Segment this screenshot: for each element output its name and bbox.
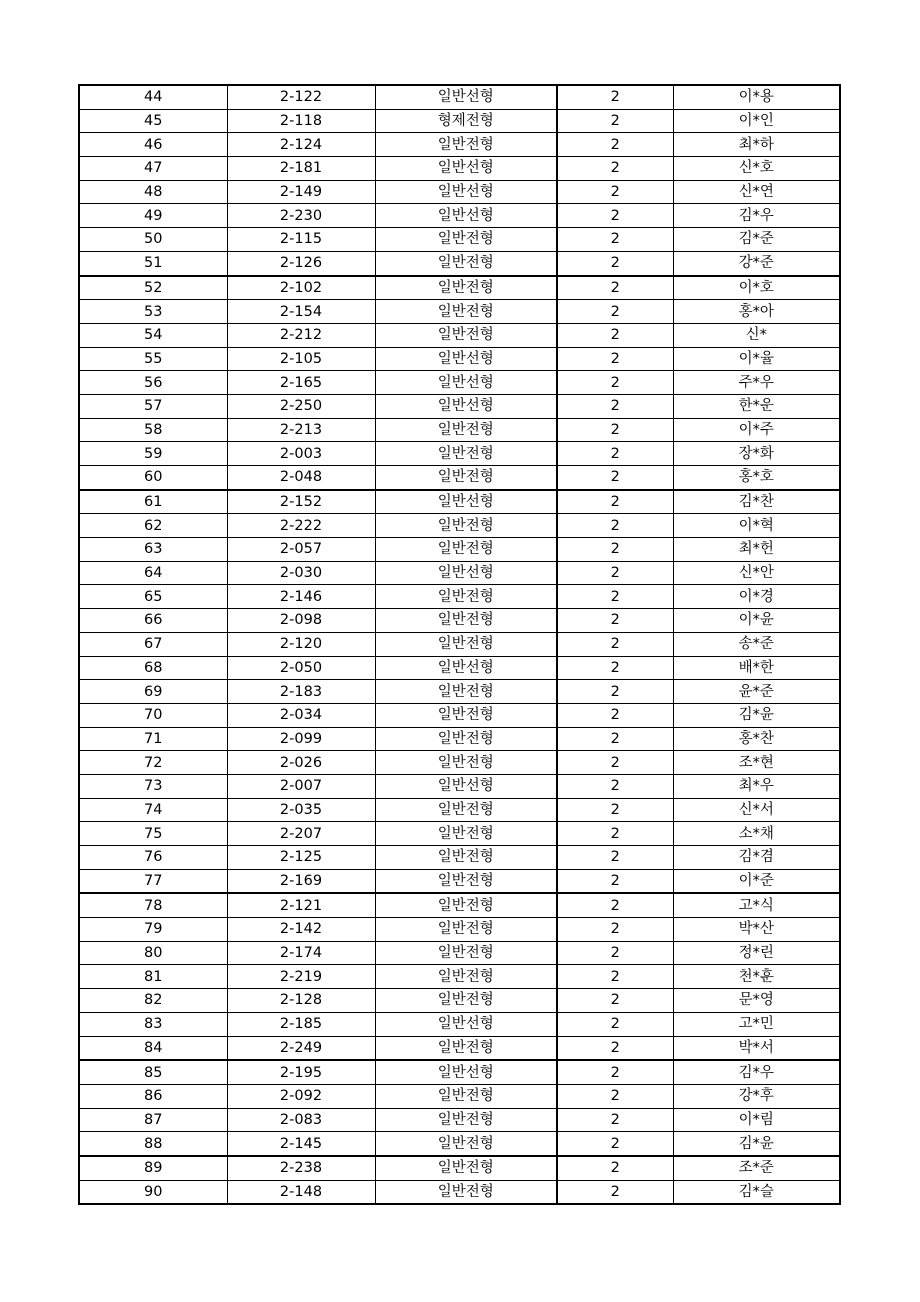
student-name-cell: 송*준 [673, 632, 840, 656]
admission-type-cell: 일반전형 [375, 822, 557, 846]
grade-cell: 2 [557, 893, 673, 917]
grade-cell: 2 [557, 109, 673, 133]
table-row [79, 204, 840, 228]
student-name-cell: 이*주 [673, 418, 840, 442]
admission-type-cell: 일반전형 [375, 514, 557, 538]
student-name-cell: 고*민 [673, 1012, 840, 1036]
table-row [79, 989, 840, 1013]
student-name-cell: 천*훈 [673, 965, 840, 989]
admission-type-cell: 일반선형 [375, 656, 557, 680]
table-row [79, 869, 840, 893]
student-name-cell: 강*후 [673, 1084, 840, 1108]
table-row [79, 1012, 840, 1036]
exam-number-cell: 2-099 [227, 727, 375, 751]
row-number-cell: 51 [79, 251, 227, 275]
row-number-cell: 73 [79, 774, 227, 798]
grade-cell: 2 [557, 918, 673, 942]
row-number-cell: 50 [79, 228, 227, 252]
row-number-cell: 55 [79, 347, 227, 371]
table-row [79, 300, 840, 324]
table-row [79, 85, 840, 109]
student-name-cell: 이*경 [673, 585, 840, 609]
admission-type-cell: 일반선형 [375, 204, 557, 228]
grade-cell: 2 [557, 394, 673, 418]
exam-number-cell: 2-169 [227, 869, 375, 893]
admission-type-cell: 일반선형 [375, 561, 557, 585]
table-row [79, 561, 840, 585]
grade-cell: 2 [557, 276, 673, 300]
grade-cell: 2 [557, 727, 673, 751]
row-number-cell: 44 [79, 85, 227, 109]
table-row [79, 846, 840, 870]
exam-number-cell: 2-183 [227, 680, 375, 704]
table-row [79, 774, 840, 798]
exam-number-cell: 2-212 [227, 323, 375, 347]
table-row [79, 822, 840, 846]
admission-type-cell: 일반전형 [375, 632, 557, 656]
grade-cell: 2 [557, 1108, 673, 1132]
table-row [79, 656, 840, 680]
admission-type-cell: 일반전형 [375, 918, 557, 942]
row-number-cell: 70 [79, 703, 227, 727]
row-number-cell: 56 [79, 371, 227, 395]
admission-type-cell: 일반전형 [375, 703, 557, 727]
admission-type-cell: 일반전형 [375, 965, 557, 989]
grade-cell: 2 [557, 1084, 673, 1108]
exam-number-cell: 2-098 [227, 609, 375, 633]
admission-type-cell: 일반전형 [375, 1036, 557, 1060]
admission-type-cell: 일반전형 [375, 1180, 557, 1204]
table-row [79, 157, 840, 181]
grade-cell: 2 [557, 1036, 673, 1060]
exam-number-cell: 2-122 [227, 85, 375, 109]
row-number-cell: 77 [79, 869, 227, 893]
grade-cell: 2 [557, 133, 673, 157]
student-name-cell: 강*준 [673, 251, 840, 275]
exam-number-cell: 2-007 [227, 774, 375, 798]
table-row [79, 1084, 840, 1108]
table-row [79, 1108, 840, 1132]
roster-page [78, 84, 839, 1205]
admission-type-cell: 일반전형 [375, 418, 557, 442]
exam-number-cell: 2-026 [227, 751, 375, 775]
row-number-cell: 64 [79, 561, 227, 585]
grade-cell: 2 [557, 941, 673, 965]
student-name-cell: 신*연 [673, 180, 840, 204]
row-number-cell: 63 [79, 538, 227, 562]
admission-type-cell: 일반전형 [375, 585, 557, 609]
grade-cell: 2 [557, 1132, 673, 1156]
exam-number-cell: 2-057 [227, 538, 375, 562]
table-row [79, 442, 840, 466]
exam-number-cell: 2-238 [227, 1156, 375, 1180]
admission-type-cell: 일반전형 [375, 798, 557, 822]
student-name-cell: 김*준 [673, 228, 840, 252]
admission-type-cell: 일반선형 [375, 347, 557, 371]
student-name-cell: 이*용 [673, 85, 840, 109]
grade-cell: 2 [557, 751, 673, 775]
row-number-cell: 80 [79, 941, 227, 965]
row-number-cell: 72 [79, 751, 227, 775]
grade-cell: 2 [557, 1012, 673, 1036]
grade-cell: 2 [557, 204, 673, 228]
row-number-cell: 67 [79, 632, 227, 656]
roster-table-body [79, 85, 840, 1204]
student-name-cell: 김*우 [673, 1060, 840, 1084]
table-row [79, 965, 840, 989]
admission-type-cell: 일반전형 [375, 989, 557, 1013]
student-name-cell: 김*겸 [673, 846, 840, 870]
student-name-cell: 주*우 [673, 371, 840, 395]
grade-cell: 2 [557, 798, 673, 822]
exam-number-cell: 2-083 [227, 1108, 375, 1132]
student-name-cell: 장*화 [673, 442, 840, 466]
row-number-cell: 83 [79, 1012, 227, 1036]
row-number-cell: 58 [79, 418, 227, 442]
admission-type-cell: 일반전형 [375, 941, 557, 965]
student-name-cell: 고*식 [673, 893, 840, 917]
row-number-cell: 45 [79, 109, 227, 133]
exam-number-cell: 2-105 [227, 347, 375, 371]
row-number-cell: 79 [79, 918, 227, 942]
student-name-cell: 조*현 [673, 751, 840, 775]
table-row [79, 109, 840, 133]
exam-number-cell: 2-118 [227, 109, 375, 133]
table-row [79, 490, 840, 514]
grade-cell: 2 [557, 85, 673, 109]
student-name-cell: 최*하 [673, 133, 840, 157]
student-name-cell: 이*혁 [673, 514, 840, 538]
grade-cell: 2 [557, 1060, 673, 1084]
roster-table [78, 84, 841, 1205]
grade-cell: 2 [557, 180, 673, 204]
row-number-cell: 46 [79, 133, 227, 157]
row-number-cell: 66 [79, 609, 227, 633]
student-name-cell: 신*안 [673, 561, 840, 585]
grade-cell: 2 [557, 680, 673, 704]
student-name-cell: 윤*준 [673, 680, 840, 704]
table-row [79, 1036, 840, 1060]
exam-number-cell: 2-030 [227, 561, 375, 585]
exam-number-cell: 2-149 [227, 180, 375, 204]
admission-type-cell: 일반전형 [375, 680, 557, 704]
admission-type-cell: 일반전형 [375, 442, 557, 466]
student-name-cell: 최*우 [673, 774, 840, 798]
student-name-cell: 이*윤 [673, 609, 840, 633]
row-number-cell: 74 [79, 798, 227, 822]
table-row [79, 609, 840, 633]
student-name-cell: 박*서 [673, 1036, 840, 1060]
row-number-cell: 71 [79, 727, 227, 751]
table-row [79, 918, 840, 942]
exam-number-cell: 2-145 [227, 1132, 375, 1156]
grade-cell: 2 [557, 300, 673, 324]
row-number-cell: 54 [79, 323, 227, 347]
table-row [79, 323, 840, 347]
exam-number-cell: 2-146 [227, 585, 375, 609]
exam-number-cell: 2-185 [227, 1012, 375, 1036]
student-name-cell: 이*인 [673, 109, 840, 133]
admission-type-cell: 일반전형 [375, 466, 557, 490]
grade-cell: 2 [557, 822, 673, 846]
grade-cell: 2 [557, 490, 673, 514]
row-number-cell: 48 [79, 180, 227, 204]
table-row [79, 1132, 840, 1156]
student-name-cell: 김*윤 [673, 703, 840, 727]
exam-number-cell: 2-035 [227, 798, 375, 822]
student-name-cell: 신* [673, 323, 840, 347]
student-name-cell: 이*호 [673, 276, 840, 300]
student-name-cell: 조*준 [673, 1156, 840, 1180]
admission-type-cell: 일반전형 [375, 133, 557, 157]
exam-number-cell: 2-050 [227, 656, 375, 680]
table-row [79, 538, 840, 562]
table-row [79, 180, 840, 204]
table-row [79, 585, 840, 609]
table-row [79, 466, 840, 490]
row-number-cell: 75 [79, 822, 227, 846]
row-number-cell: 82 [79, 989, 227, 1013]
exam-number-cell: 2-219 [227, 965, 375, 989]
grade-cell: 2 [557, 609, 673, 633]
student-name-cell: 문*영 [673, 989, 840, 1013]
table-row [79, 1156, 840, 1180]
grade-cell: 2 [557, 989, 673, 1013]
grade-cell: 2 [557, 774, 673, 798]
student-name-cell: 배*한 [673, 656, 840, 680]
exam-number-cell: 2-115 [227, 228, 375, 252]
grade-cell: 2 [557, 538, 673, 562]
table-row [79, 276, 840, 300]
exam-number-cell: 2-128 [227, 989, 375, 1013]
exam-number-cell: 2-174 [227, 941, 375, 965]
student-name-cell: 김*우 [673, 204, 840, 228]
admission-type-cell: 일반전형 [375, 276, 557, 300]
exam-number-cell: 2-048 [227, 466, 375, 490]
table-row [79, 751, 840, 775]
row-number-cell: 90 [79, 1180, 227, 1204]
row-number-cell: 62 [79, 514, 227, 538]
row-number-cell: 57 [79, 394, 227, 418]
student-name-cell: 소*채 [673, 822, 840, 846]
row-number-cell: 84 [79, 1036, 227, 1060]
admission-type-cell: 일반선형 [375, 180, 557, 204]
table-row [79, 1060, 840, 1084]
student-name-cell: 한*운 [673, 394, 840, 418]
admission-type-cell: 일반선형 [375, 157, 557, 181]
grade-cell: 2 [557, 371, 673, 395]
admission-type-cell: 일반전형 [375, 751, 557, 775]
exam-number-cell: 2-126 [227, 251, 375, 275]
table-row [79, 680, 840, 704]
table-row [79, 1180, 840, 1204]
exam-number-cell: 2-195 [227, 1060, 375, 1084]
admission-type-cell: 일반전형 [375, 846, 557, 870]
row-number-cell: 52 [79, 276, 227, 300]
admission-type-cell: 일반전형 [375, 228, 557, 252]
student-name-cell: 최*헌 [673, 538, 840, 562]
admission-type-cell: 일반선형 [375, 394, 557, 418]
table-row [79, 418, 840, 442]
exam-number-cell: 2-181 [227, 157, 375, 181]
student-name-cell: 이*율 [673, 347, 840, 371]
grade-cell: 2 [557, 656, 673, 680]
grade-cell: 2 [557, 561, 673, 585]
admission-type-cell: 일반선형 [375, 490, 557, 514]
exam-number-cell: 2-142 [227, 918, 375, 942]
admission-type-cell: 일반전형 [375, 1084, 557, 1108]
admission-type-cell: 일반선형 [375, 85, 557, 109]
table-row [79, 228, 840, 252]
exam-number-cell: 2-213 [227, 418, 375, 442]
exam-number-cell: 2-222 [227, 514, 375, 538]
grade-cell: 2 [557, 1180, 673, 1204]
grade-cell: 2 [557, 442, 673, 466]
student-name-cell: 김*찬 [673, 490, 840, 514]
grade-cell: 2 [557, 632, 673, 656]
row-number-cell: 87 [79, 1108, 227, 1132]
student-name-cell: 박*산 [673, 918, 840, 942]
row-number-cell: 86 [79, 1084, 227, 1108]
table-row [79, 632, 840, 656]
row-number-cell: 89 [79, 1156, 227, 1180]
table-row [79, 703, 840, 727]
row-number-cell: 88 [79, 1132, 227, 1156]
table-row [79, 798, 840, 822]
admission-type-cell: 일반전형 [375, 727, 557, 751]
student-name-cell: 김*윤 [673, 1132, 840, 1156]
exam-number-cell: 2-102 [227, 276, 375, 300]
grade-cell: 2 [557, 323, 673, 347]
grade-cell: 2 [557, 418, 673, 442]
table-row [79, 133, 840, 157]
table-row [79, 893, 840, 917]
table-row [79, 251, 840, 275]
grade-cell: 2 [557, 514, 673, 538]
grade-cell: 2 [557, 703, 673, 727]
exam-number-cell: 2-120 [227, 632, 375, 656]
admission-type-cell: 일반전형 [375, 1132, 557, 1156]
table-row [79, 347, 840, 371]
grade-cell: 2 [557, 846, 673, 870]
admission-type-cell: 형제전형 [375, 109, 557, 133]
exam-number-cell: 2-165 [227, 371, 375, 395]
admission-type-cell: 일반전형 [375, 538, 557, 562]
table-row [79, 394, 840, 418]
student-name-cell: 신*서 [673, 798, 840, 822]
exam-number-cell: 2-207 [227, 822, 375, 846]
admission-type-cell: 일반전형 [375, 1156, 557, 1180]
row-number-cell: 65 [79, 585, 227, 609]
grade-cell: 2 [557, 347, 673, 371]
grade-cell: 2 [557, 251, 673, 275]
exam-number-cell: 2-230 [227, 204, 375, 228]
admission-type-cell: 일반전형 [375, 251, 557, 275]
student-name-cell: 홍*찬 [673, 727, 840, 751]
admission-type-cell: 일반전형 [375, 609, 557, 633]
row-number-cell: 81 [79, 965, 227, 989]
row-number-cell: 61 [79, 490, 227, 514]
exam-number-cell: 2-250 [227, 394, 375, 418]
grade-cell: 2 [557, 466, 673, 490]
grade-cell: 2 [557, 228, 673, 252]
table-row [79, 371, 840, 395]
exam-number-cell: 2-003 [227, 442, 375, 466]
admission-type-cell: 일반선형 [375, 371, 557, 395]
grade-cell: 2 [557, 965, 673, 989]
row-number-cell: 60 [79, 466, 227, 490]
student-name-cell: 정*린 [673, 941, 840, 965]
exam-number-cell: 2-154 [227, 300, 375, 324]
exam-number-cell: 2-124 [227, 133, 375, 157]
student-name-cell: 홍*아 [673, 300, 840, 324]
student-name-cell: 김*슬 [673, 1180, 840, 1204]
table-row [79, 514, 840, 538]
row-number-cell: 78 [79, 893, 227, 917]
exam-number-cell: 2-148 [227, 1180, 375, 1204]
row-number-cell: 49 [79, 204, 227, 228]
table-row [79, 941, 840, 965]
row-number-cell: 47 [79, 157, 227, 181]
row-number-cell: 53 [79, 300, 227, 324]
grade-cell: 2 [557, 585, 673, 609]
student-name-cell: 홍*호 [673, 466, 840, 490]
admission-type-cell: 일반전형 [375, 1108, 557, 1132]
grade-cell: 2 [557, 157, 673, 181]
grade-cell: 2 [557, 869, 673, 893]
student-name-cell: 이*준 [673, 869, 840, 893]
exam-number-cell: 2-092 [227, 1084, 375, 1108]
row-number-cell: 69 [79, 680, 227, 704]
admission-type-cell: 일반전형 [375, 323, 557, 347]
admission-type-cell: 일반선형 [375, 1060, 557, 1084]
admission-type-cell: 일반전형 [375, 300, 557, 324]
admission-type-cell: 일반전형 [375, 869, 557, 893]
row-number-cell: 59 [79, 442, 227, 466]
student-name-cell: 이*림 [673, 1108, 840, 1132]
exam-number-cell: 2-249 [227, 1036, 375, 1060]
admission-type-cell: 일반선형 [375, 774, 557, 798]
admission-type-cell: 일반전형 [375, 893, 557, 917]
row-number-cell: 85 [79, 1060, 227, 1084]
row-number-cell: 68 [79, 656, 227, 680]
table-row [79, 727, 840, 751]
exam-number-cell: 2-125 [227, 846, 375, 870]
student-name-cell: 신*호 [673, 157, 840, 181]
admission-type-cell: 일반선형 [375, 1012, 557, 1036]
row-number-cell: 76 [79, 846, 227, 870]
exam-number-cell: 2-034 [227, 703, 375, 727]
grade-cell: 2 [557, 1156, 673, 1180]
exam-number-cell: 2-152 [227, 490, 375, 514]
exam-number-cell: 2-121 [227, 893, 375, 917]
